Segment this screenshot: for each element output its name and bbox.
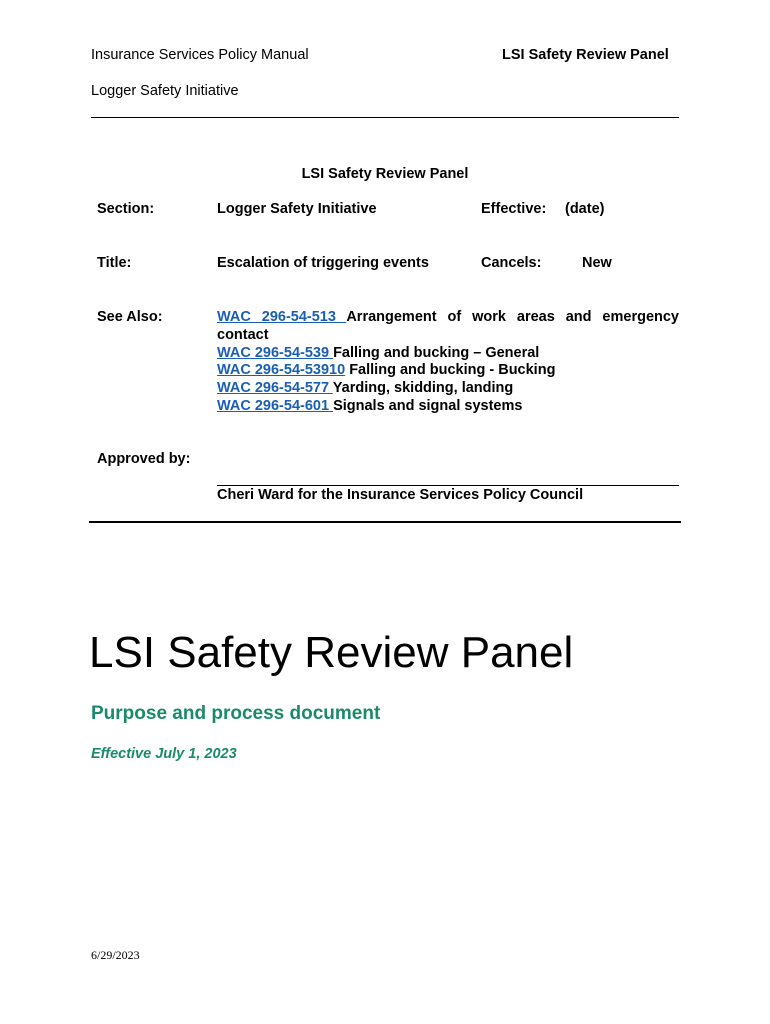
footer-date: 6/29/2023 [91, 948, 140, 962]
header-initiative: Logger Safety Initiative [91, 83, 239, 99]
signature-line [217, 485, 679, 486]
document-subtitle: Purpose and process document [91, 703, 381, 724]
header-divider [91, 117, 679, 118]
see-also-item: WAC 296-54-53910 Falling and bucking - Bucking [217, 362, 556, 379]
section-divider [89, 521, 681, 523]
approved-by-label: Approved by: [97, 451, 191, 467]
see-also-item: WAC 296-54-539 Falling and bucking – General [217, 344, 540, 361]
see-also-item: WAC 296-54-513 Arrangement of work areas and emergency [217, 309, 679, 325]
wac-link[interactable]: WAC 296-54-513 [217, 309, 347, 325]
wac-link[interactable]: WAC 296-54-577 [217, 380, 333, 397]
wac-link[interactable]: WAC 296-54-601 [217, 397, 334, 414]
approver-name: Cheri Ward for the Insurance Services Policy Council [217, 487, 584, 503]
section-value: Logger Safety Initiative [217, 201, 377, 217]
see-also-item: contact [217, 326, 269, 343]
effective-value: (date) [565, 201, 605, 217]
header-panel-title: LSI Safety Review Panel [502, 47, 669, 63]
title-value: Escalation of triggering events [217, 255, 429, 271]
document-effective-date: Effective July 1, 2023 [91, 746, 237, 762]
cancels-value: New [582, 255, 612, 271]
title-label: Title: [97, 255, 132, 271]
header-manual-title: Insurance Services Policy Manual [91, 47, 309, 63]
see-also-label: See Also: [97, 309, 163, 325]
wac-link[interactable]: WAC 296-54-53910 [217, 362, 346, 379]
see-also-list [217, 309, 679, 416]
cancels-label: Cancels: [481, 255, 542, 271]
document-title: LSI Safety Review Panel [89, 628, 574, 677]
section-label: Section: [97, 201, 155, 217]
wac-link[interactable]: WAC 296-54-539 [217, 344, 334, 361]
panel-title: LSI Safety Review Panel [301, 166, 469, 182]
see-also-item: WAC 296-54-577 Yarding, skidding, landing [217, 380, 514, 397]
effective-label: Effective: [481, 201, 547, 217]
see-also-item: WAC 296-54-601 Signals and signal systems [217, 397, 523, 414]
